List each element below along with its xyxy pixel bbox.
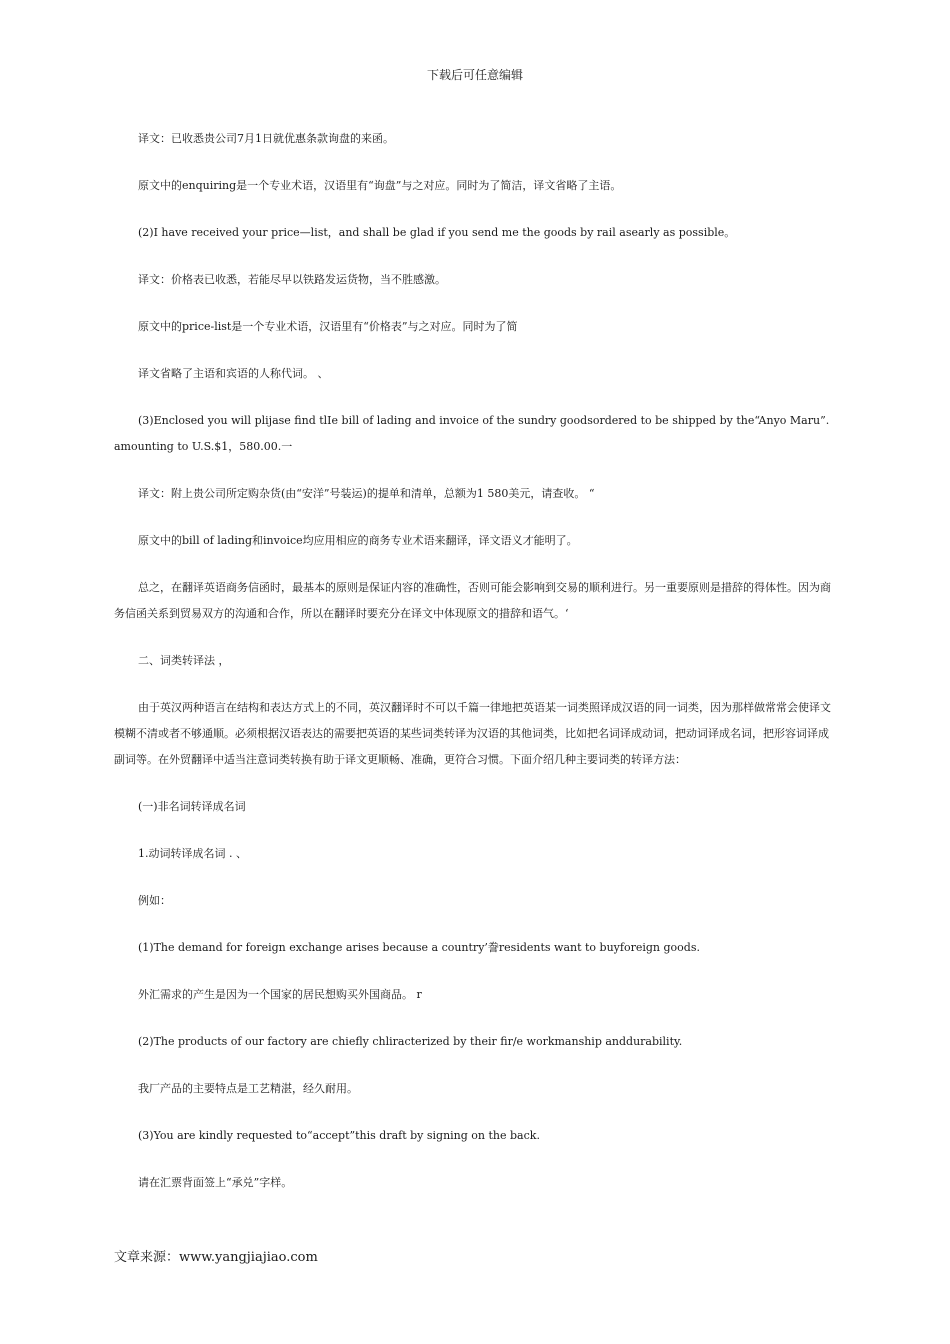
source-label: 文章来源：	[114, 1250, 180, 1265]
examples-label: 例如：	[138, 894, 171, 907]
page-footer	[114, 1248, 318, 1268]
paragraph-note-bill-of-lading: 原文中的bill of lading和invoice均应用相应的商务专业术语来翻译，译文语义才能明了。	[138, 534, 578, 547]
subsection-heading-verbs: 1.动词转译成名词 . 、	[138, 847, 247, 860]
example-sentence-2: (2)The products of our factory are chiefly chliracterized by their fir/e workmanship anddurability.	[138, 1035, 683, 1048]
example-sentence-3: (3)You are kindly requested to“accept”this draft by signing on the back.	[138, 1129, 540, 1142]
paragraph-conversion-intro: 由于英汉两种语言在结构和表达方式上的不同，英汉翻译时不可以千篇一律地把英语某一词类照译成汉语的同一词类，因为那样做常常会使译文模糊不清或者不够通顺。必须根据汉语表达的需要把英语的某些词类转译为汉语的其他词类，比如把名词译成动词，把动词译成名词，把形容词译成副词等。在外贸翻译中适当注意词类转换有助于译文更顺畅、准确，更符合习惯。下面介绍几种主要词类的转译方法：	[114, 701, 831, 766]
paragraph-note-pronoun: 译文省略了主语和宾语的人称代词。 、	[138, 367, 329, 380]
section-heading-conversion: 二、词类转译法 ，	[138, 654, 230, 667]
example-translation-3: 请在汇票背面签上“承兑”字样。	[138, 1176, 293, 1189]
example-sentence-1: (1)The demand for foreign exchange arises because a country’誊residents want to buyforeign goods.	[138, 941, 700, 954]
source-link[interactable]: www.yangjiajiao.com	[179, 1250, 318, 1265]
paragraph-translation-3: 译文：附上贵公司所定购杂货(由“安洋”号装运)的提单和清单，总额为1 580美元，请查收。 “	[138, 487, 595, 500]
paragraph-example-2: (2)I have received your price—list，and shall be glad if you send me the goods by rail asearly as possible。	[138, 226, 736, 239]
paragraph-note-price-list: 原文中的price-list是一个专业术语，汉语里有“价格表”与之对应。同时为了简	[138, 320, 518, 333]
paragraph-translation-2: 译文：价格表已收悉，若能尽早以铁路发运货物，当不胜感激。	[138, 273, 446, 286]
page-header: 下载后可任意编辑	[426, 68, 523, 82]
example-translation-1: 外汇需求的产生是因为一个国家的居民想购买外国商品。 r	[138, 988, 422, 1001]
subsection-heading-nouns: (一)非名词转译成名词	[138, 800, 246, 813]
paragraph-summary: 总之，在翻译英语商务信函时，最基本的原则是保证内容的准确性，否则可能会影响到交易的顺利进行。另一重要原则是措辞的得体性。因为商务信函关系到贸易双方的沟通和合作，所以在翻译时要充分在译文中体现原文的措辞和语气。‘	[114, 581, 831, 620]
example-translation-2: 我厂产品的主要特点是工艺精湛，经久耐用。	[138, 1082, 358, 1095]
paragraph-note-enquiring: 原文中的enquiring是一个专业术语，汉语里有“询盘”与之对应。同时为了简洁，译文省略了主语。	[138, 179, 622, 192]
paragraph-translation-1: 译文：已收悉贵公司7月1日就优惠条款询盘的来函。	[138, 132, 394, 145]
document-body	[114, 126, 832, 1217]
paragraph-example-3: (3)Enclosed you will plijase find tlIe bill of lading and invoice of the sundry goodsordered to be shipped by the“Anyo Maru”.amounting to U.S.$1，580.00.一	[114, 414, 830, 453]
